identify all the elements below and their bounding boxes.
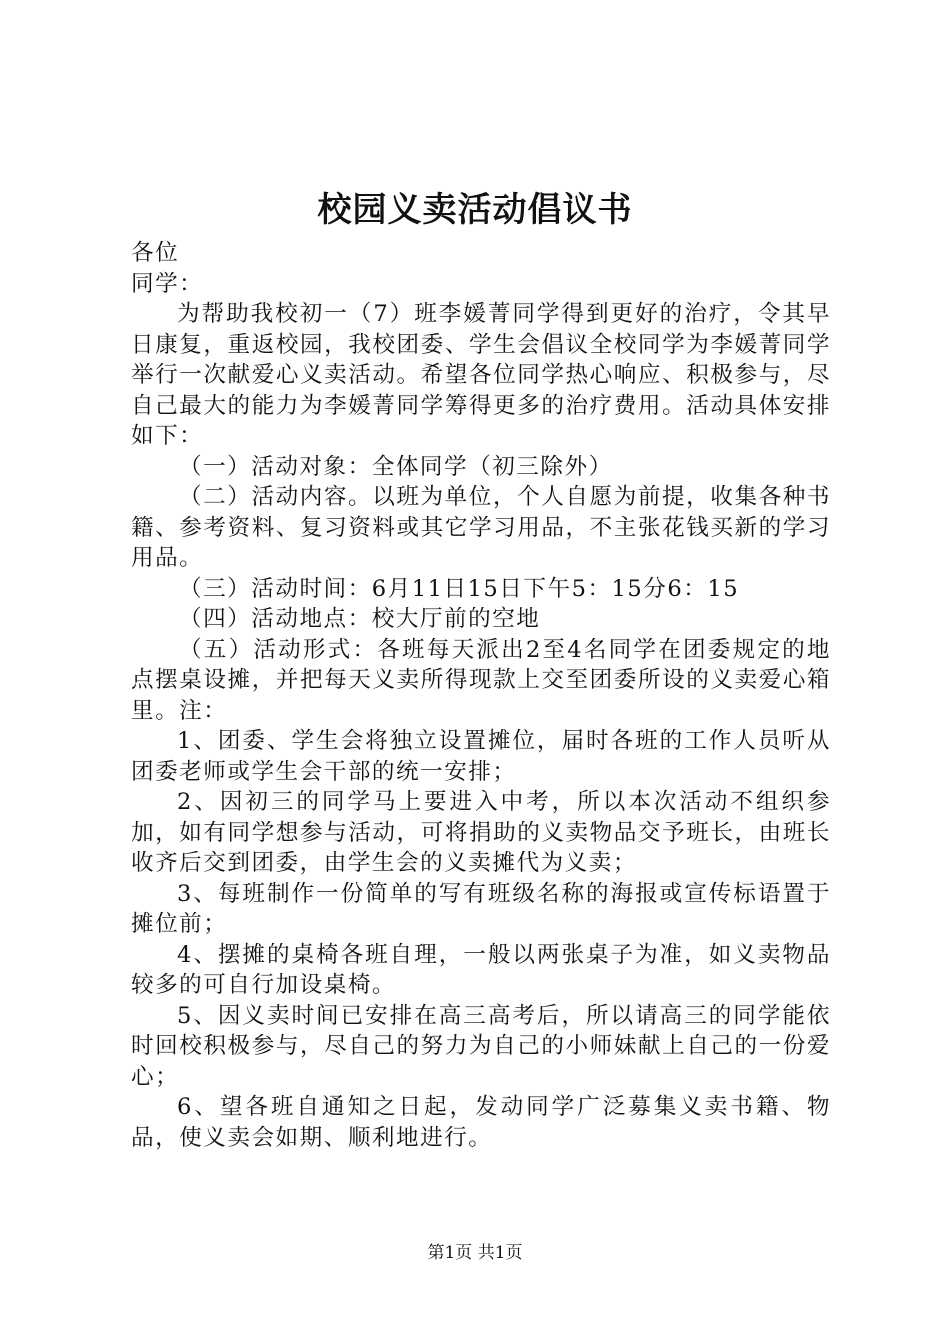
item-target: （一）活动对象：全体同学（初三除外） <box>179 453 613 480</box>
greeting-line-2: 同学： <box>131 270 204 297</box>
note-1: 1、团委、学生会将独立设置摊位，届时各班的工作人员听从团委老师或学生会干部的统一安排； <box>131 728 831 785</box>
note-2: 2、因初三的同学马上要进入中考，所以本次活动不组织参加，如有同学想参与活动，可将捐助的义卖物品交予班长，由班长收齐后交到团委，由学生会的义卖摊代为义卖； <box>131 789 831 876</box>
note-3: 3、每班制作一份简单的写有班级名称的海报或宣传标语置于摊位前； <box>131 880 831 937</box>
greeting-line-1: 各位 <box>131 240 180 266</box>
note-4: 4、摆摊的桌椅各班自理，一般以两张桌子为准，如义卖物品较多的可自行加设桌椅。 <box>131 941 831 998</box>
document-body <box>131 238 831 1153</box>
item-location: （四）活动地点：校大厅前的空地 <box>179 606 541 632</box>
intro-paragraph: 为帮助我校初一（7）班李媛菁同学得到更好的治疗，令其早日康复，重返校园，我校团委、学生会倡议全校同学为李媛菁同学举行一次献爱心义卖活动。希望各位同学热心响应、积极参与，尽自己最大的能力为李媛菁同学筹得更多的治疗费用。活动具体安排如下： <box>131 301 831 449</box>
note-6: 6、望各班自通知之日起，发动同学广泛募集义卖书籍、物品，使义卖会如期、顺利地进行。 <box>131 1094 831 1151</box>
item-format: （五）活动形式：各班每天派出2至4名同学在团委规定的地点摆桌设摊，并把每天义卖所得现款上交至团委所设的义卖爱心箱里。注： <box>131 636 831 724</box>
document-title: 校园义卖活动倡议书 <box>317 190 633 230</box>
item-content: （二）活动内容。以班为单位，个人自愿为前提，收集各种书籍、参考资料、复习资料或其它学习用品，不主张花钱买新的学习用品。 <box>131 484 831 571</box>
item-time: （三）活动时间：6月11日15日下午5：15分6：15 <box>179 575 740 602</box>
note-5: 5、因义卖时间已安排在高三高考后，所以请高三的同学能依时回校积极参与，尽自己的努力为自己的小师妹献上自己的一份爱心； <box>131 1002 831 1090</box>
page-footer: 第1页 共1页 <box>427 1243 523 1263</box>
